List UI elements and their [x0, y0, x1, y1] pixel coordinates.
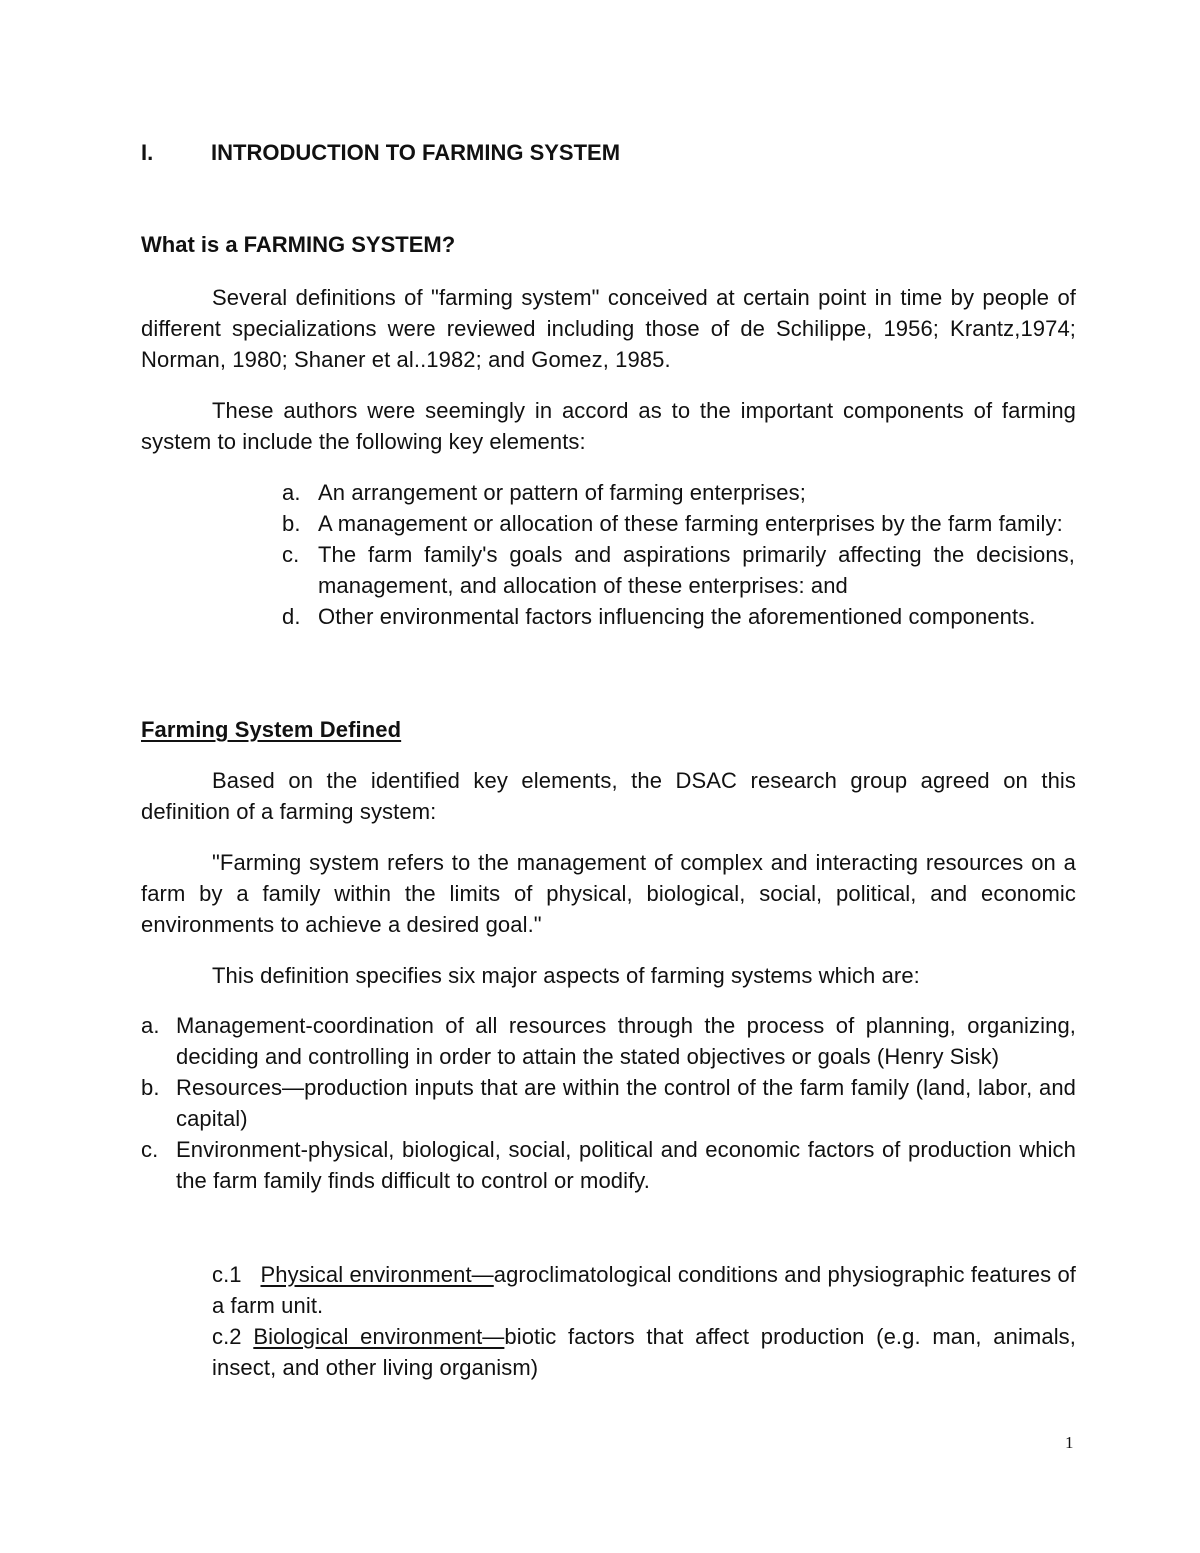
aspects-list — [141, 1010, 1076, 1196]
subsection-biological: c.2 Biological environment—biotic factors that affect production (e.g. man, animals, insect, and other living organism) — [212, 1324, 1076, 1380]
page-number: 1 — [1065, 1433, 1074, 1452]
paragraph-components: These authors were seemingly in accord as to the important components of farming system to include the following key elements: — [141, 398, 1076, 454]
paragraph-dsac: Based on the identified key elements, the DSAC research group agreed on this definition of a farming system: — [141, 768, 1076, 824]
environment-subsections — [212, 1259, 1076, 1383]
section-number: I. — [141, 140, 154, 165]
section-title: INTRODUCTION TO FARMING SYSTEM — [211, 140, 621, 165]
list-item: c. Environment-physical, biological, social, political and economic factors of production which the farm family finds difficult to control or modify. — [141, 1137, 1076, 1193]
paragraph-quote: "Farming system refers to the management of complex and interacting resources on a farm by a family within the limits of physical, biological, social, political, and economic environments to achieve a desired goal." — [141, 850, 1076, 937]
list-item: b. Resources—production inputs that are within the control of the farm family (land, labor, and capital) — [141, 1075, 1076, 1131]
subsection-physical: c.1 Physical environment—agroclimatological conditions and physiographic features of a farm unit. — [212, 1262, 1076, 1318]
list-item: a. An arrangement or pattern of farming enterprises; — [282, 480, 806, 505]
list-item: d. Other environmental factors influencing the aforementioned components. — [282, 604, 1036, 629]
paragraph-definitions: Several definitions of "farming system" conceived at certain point in time by people of different specializations were reviewed including those of de Schilippe, 1956; Krantz,1974; Norman, 1980; Shaner et al..1982; and Gomez, 1985. — [141, 285, 1076, 372]
key-elements-list — [282, 477, 1075, 632]
list-item: b. A management or allocation of these farming enterprises by the farm family: — [282, 511, 1063, 536]
section-heading — [141, 140, 620, 166]
defined-heading: Farming System Defined — [141, 717, 402, 742]
list-item: a. Management-coordination of all resources through the process of planning, organizing, deciding and controlling in order to attain the stated objectives or goals (Henry Sisk) — [141, 1013, 1076, 1069]
list-item: c. The farm family's goals and aspirations primarily affecting the decisions, management, and allocation of these enterprises: and — [282, 542, 1075, 598]
question-heading: What is a FARMING SYSTEM? — [141, 232, 456, 257]
paragraph-aspects-intro: This definition specifies six major aspects of farming systems which are: — [212, 963, 920, 988]
